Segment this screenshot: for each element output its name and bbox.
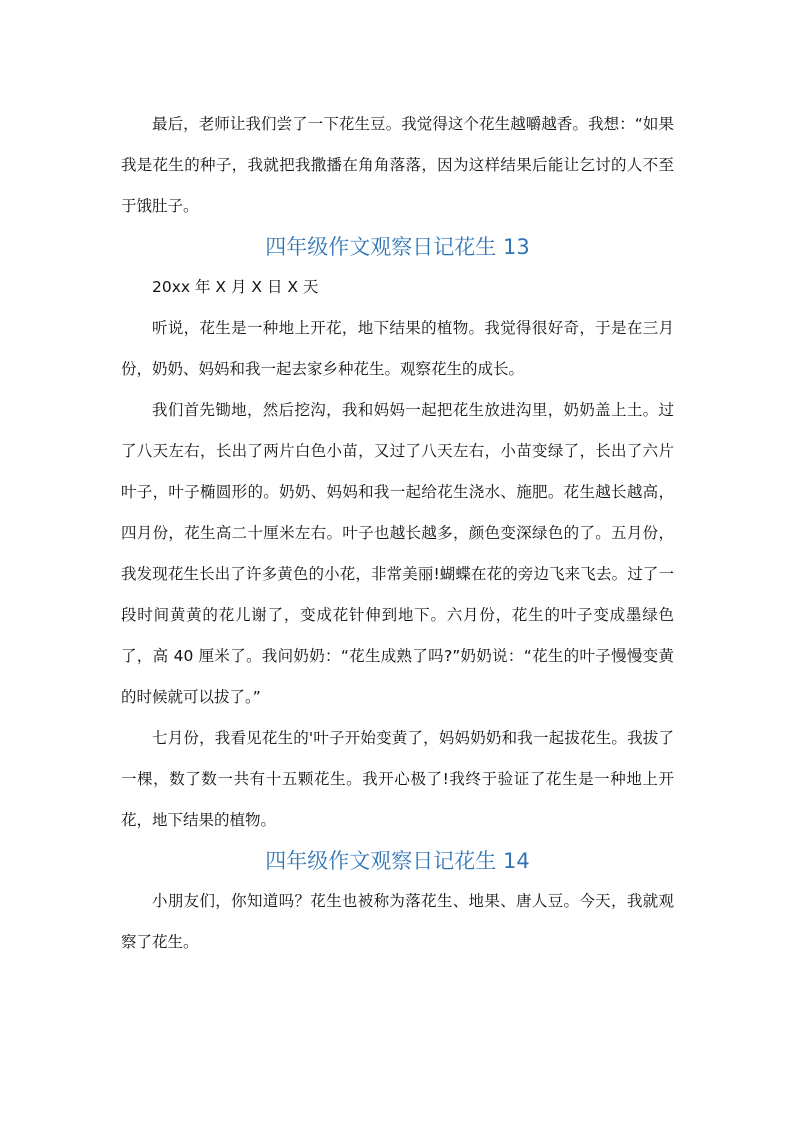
diary-date-line: 20xx 年 X 月 X 日 X 天 bbox=[152, 278, 319, 296]
section-heading-13: 四年级作文观察日记花生 13 bbox=[265, 235, 530, 259]
paragraph-names: 小朋友们，你知道吗？花生也被称为落花生、地果、唐人豆。今天，我就观察了花生。 bbox=[121, 892, 674, 951]
paragraph-harvest: 七月份，我看见花生的'叶子开始变黄了，妈妈奶奶和我一起拔花生。我拔了一棵，数了数一共有十五颗花生。我开心极了!我终于验证了花生是一种地上开花，地下结果的植物。 bbox=[121, 729, 674, 829]
paragraph-ending: 最后，老师让我们尝了一下花生豆。我觉得这个花生越嚼越香。我想：“如果我是花生的种子，我就把我撒播在角角落落，因为这样结果后能让乞讨的人不至于饿肚子。 bbox=[121, 115, 674, 215]
paragraph-growth: 我们首先锄地，然后挖沟，我和妈妈一起把花生放进沟里，奶奶盖上土。过了八天左右，长出了两片白色小苗，又过了八天左右，小苗变绿了，长出了六片叶子，叶子椭圆形的。奶奶、妈妈和我一起给花生浇水、施肥。花生越长越高，四月份，花生高二十厘米左右。叶子也越长越多，颜色变深绿色的了。五月份，我发现花生长出了许多黄色的小花，非常美丽!蝴蝶在花的旁边飞来飞去。过了一段时间黄黄的花儿谢了，变成花针伸到地下。六月份，花生的叶子变成墨绿色了，高 40 厘米了。我问奶奶：“花生成熟了吗?”奶奶说：“花生的叶子慢慢变黄的时候就可以拔了。” bbox=[121, 401, 674, 706]
document-body bbox=[121, 104, 674, 963]
section-heading-14: 四年级作文观察日记花生 14 bbox=[265, 849, 530, 873]
paragraph-intro: 听说，花生是一种地上开花，地下结果的植物。我觉得很好奇，于是在三月份，奶奶、妈妈和我一起去家乡种花生。观察花生的成长。 bbox=[121, 319, 674, 378]
